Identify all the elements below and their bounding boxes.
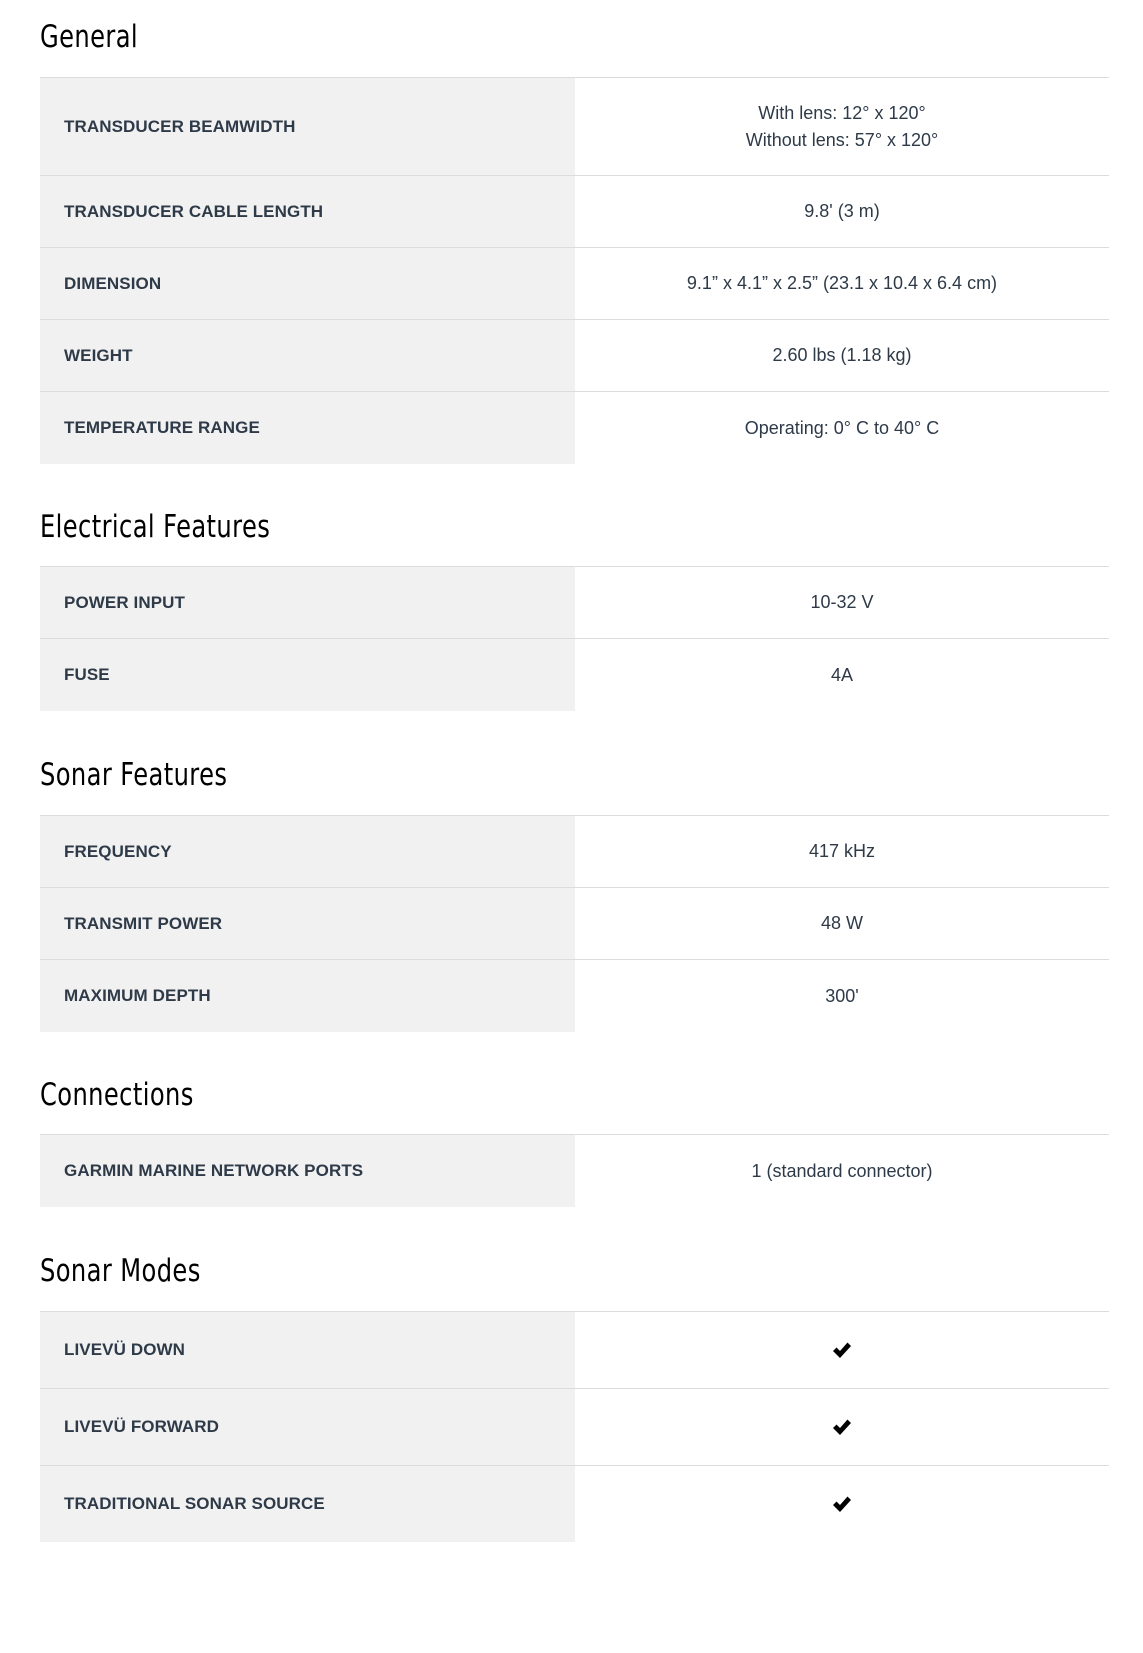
spec-value [575,320,1109,391]
section-title-connections: Connections [40,1077,194,1113]
spec-label: TRANSDUCER CABLE LENGTH [40,176,575,247]
spec-value-line: 9.8' (3 m) [804,201,880,221]
checkmark-icon [832,1341,852,1359]
section-title-electrical-features: Electrical Features [40,509,271,545]
spec-label: TEMPERATURE RANGE [40,392,575,464]
spec-value [575,960,1109,1032]
spec-value [575,78,1109,175]
spec-value-line: 10-32 V [810,592,874,612]
spec-value [575,176,1109,247]
spec-value [575,639,1109,711]
spec-value-line: With lens: 12° x 120° [758,102,926,123]
spec-row-maximum-depth [40,960,1109,1032]
spec-value-line: 1 (standard connector) [751,1160,933,1181]
spec-label: TRADITIONAL SONAR SOURCE [40,1466,575,1542]
spec-row-dimension [40,248,1109,320]
spec-value [575,1312,1109,1388]
checkmark-icon [832,1495,852,1513]
spec-label: FREQUENCY [40,816,575,887]
spec-value [575,248,1109,319]
spec-label: WEIGHT [40,320,575,391]
spec-value-line: 4A [830,664,854,685]
spec-value [575,888,1109,959]
spec-value-line: 300' [825,985,859,1006]
section-title-general: General [40,19,139,55]
spec-value-line: 2.60 lbs (1.18 kg) [772,345,912,365]
spec-row-fuse [40,639,1109,711]
section-title-sonar-modes: Sonar Modes [40,1253,201,1289]
spec-value [575,816,1109,887]
spec-label: FUSE [40,639,575,711]
spec-label: POWER INPUT [40,567,575,638]
spec-row-transducer-beamwidth [40,78,1109,176]
spec-value-line: 48 W [820,913,863,933]
spec-row-livev-down [40,1312,1109,1389]
spec-label: MAXIMUM DEPTH [40,960,575,1032]
checkmark-icon [832,1418,852,1436]
spec-label: TRANSMIT POWER [40,888,575,959]
spec-label: GARMIN MARINE NETWORK PORTS [40,1135,575,1207]
spec-label: LIVEVÜ DOWN [40,1312,575,1388]
spec-value [575,392,1109,464]
spec-value [575,1135,1109,1207]
spec-table-sonar-modes [40,1311,1109,1542]
spec-table-general [40,77,1109,464]
spec-table-connections [40,1134,1109,1207]
spec-value-line: Operating: 0° C to 40° C [744,417,940,438]
spec-value [575,1466,1109,1542]
spec-value [575,567,1109,638]
spec-table-electrical-features [40,566,1109,711]
spec-row-traditional-sonar-source [40,1466,1109,1542]
section-title-sonar-features: Sonar Features [40,757,228,793]
spec-value-line: Without lens: 57° x 120° [745,129,939,150]
spec-table-sonar-features [40,815,1109,1032]
spec-row-weight [40,320,1109,392]
spec-row-frequency [40,816,1109,888]
spec-value [575,1389,1109,1465]
spec-row-transducer-cable-length [40,176,1109,248]
spec-label: LIVEVÜ FORWARD [40,1389,575,1465]
spec-row-livev-forward [40,1389,1109,1466]
spec-row-temperature-range [40,392,1109,464]
spec-row-garmin-marine-network-ports [40,1135,1109,1207]
spec-label: TRANSDUCER BEAMWIDTH [40,78,575,175]
spec-row-power-input [40,567,1109,639]
spec-value-line: 417 kHz [808,841,876,861]
spec-label: DIMENSION [40,248,575,319]
spec-row-transmit-power [40,888,1109,960]
spec-value-line: 9.1” x 4.1” x 2.5” (23.1 x 10.4 x 6.4 cm) [686,273,998,293]
